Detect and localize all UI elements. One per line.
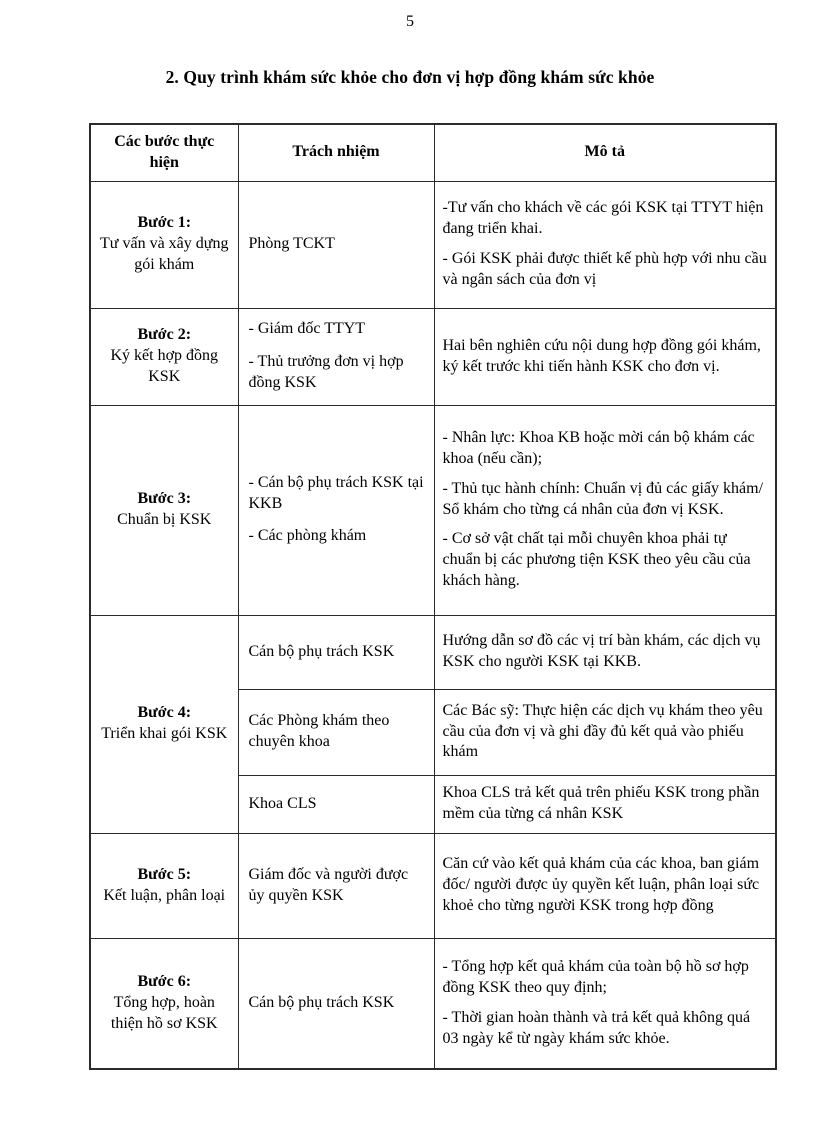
step6-text: Tổng hợp, hoàn thiện hồ sơ KSK <box>110 993 218 1032</box>
step3-description-cell <box>434 405 776 615</box>
step6-description-cell <box>434 938 776 1069</box>
step5-responsibility-cell <box>238 833 434 938</box>
step6-cell <box>90 938 238 1069</box>
step2-description-cell <box>434 308 776 405</box>
step5-cell <box>90 833 238 938</box>
step1-description-cell <box>434 181 776 308</box>
description-item: - Cơ sở vật chất tại mỗi chuyên khoa phải tự chuẩn bị các phương tiện KSK theo yêu cầu của khách hàng. <box>442 530 751 589</box>
step4c-responsibility-cell <box>238 775 434 833</box>
responsibility-item: - Giám đốc TTYT <box>248 320 366 338</box>
step3-cell <box>90 405 238 615</box>
step6-responsibility-cell <box>238 938 434 1069</box>
description-item: Căn cứ vào kết quả khám của các khoa, ban giám đốc/ người được ủy quyền kết luận, phân loại sức khoẻ cho từng người KSK trong hợp đồng <box>442 855 760 914</box>
description-item: Hướng dẫn sơ đồ các vị trí bàn khám, các dịch vụ KSK cho người KSK tại KKB. <box>442 632 761 670</box>
step4c-description-cell <box>434 775 776 833</box>
description-item: - Thủ tục hành chính: Chuẩn vị đủ các giấy khám/ Sổ khám cho từng cá nhân của đơn vị KSK. <box>442 479 764 518</box>
document-title: 2. Quy trình khám sức khỏe cho đơn vị hợp đồng khám sức khỏe <box>165 67 655 87</box>
step3-responsibility-cell <box>238 405 434 615</box>
step5-label: Bước 5: <box>137 865 192 883</box>
step6-label: Bước 6: <box>137 973 192 991</box>
description-item: -Tư vấn cho khách về các gói KSK tại TTYT hiện đang triển khai. <box>442 199 764 238</box>
description-item: - Gói KSK phải được thiết kế phù hợp với nhu cầu và ngân sách của đơn vị <box>442 250 767 288</box>
table-row-step3 <box>90 405 776 615</box>
table-row-step5 <box>90 833 776 938</box>
table-row-step2 <box>90 308 776 405</box>
description-item: Hai bên nghiên cứu nội dung hợp đồng gói khám, ký kết trước khi tiến hành KSK cho đơn vị. <box>442 336 761 375</box>
header-description: Mô tả <box>434 124 776 181</box>
responsibility-item: Cán bộ phụ trách KSK <box>248 642 395 660</box>
step4-text: Triển khai gói KSK <box>101 725 228 742</box>
description-item: - Nhân lực: Khoa KB hoặc mời cán bộ khám các khoa (nếu cần); <box>442 429 755 467</box>
step2-text: Ký kết hợp đồng KSK <box>110 347 219 385</box>
description-item: Các Bác sỹ: Thực hiện các dịch vụ khám theo yêu cầu của đơn vị và ghi đầy đủ kết quả vào phiếu khám <box>442 701 763 761</box>
step5-description-cell <box>434 833 776 938</box>
header-steps: Các bước thực hiện <box>90 124 238 181</box>
step2-label: Bước 2: <box>137 326 192 344</box>
step1-cell <box>90 181 238 308</box>
step4b-responsibility-cell <box>238 689 434 775</box>
process-table <box>89 123 777 1070</box>
responsibility-item: - Các phòng khám <box>248 527 367 545</box>
step2-responsibility-cell <box>238 308 434 405</box>
step1-text: Tư vấn và xây dựng gói khám <box>100 235 229 273</box>
responsibility-item: - Thủ trưởng đơn vị hợp đồng KSK <box>248 353 404 391</box>
description-item: - Tổng hợp kết quả khám của toàn bộ hồ sơ hợp đồng KSK theo quy định; <box>442 958 749 996</box>
step1-responsibility-cell <box>238 181 434 308</box>
responsibility-item: Phòng TCKT <box>248 235 335 253</box>
step4-cell <box>90 615 238 833</box>
table-row-step1 <box>90 181 776 308</box>
description-item: - Thời gian hoàn thành và trả kết quả không quá 03 ngày kể từ ngày khám sức khỏe. <box>442 1008 751 1047</box>
step4a-responsibility-cell <box>238 615 434 689</box>
step2-cell <box>90 308 238 405</box>
responsibility-item: Các Phòng khám theo chuyên khoa <box>248 712 390 750</box>
step4a-description-cell <box>434 615 776 689</box>
responsibility-item: Khoa CLS <box>248 794 317 812</box>
process-table-container <box>89 123 777 1070</box>
step4b-description-cell <box>434 689 776 775</box>
header-responsibility: Trách nhiệm <box>238 124 434 181</box>
description-item: Khoa CLS trả kết quả trên phiếu KSK trong phần mềm của từng cá nhân KSK <box>442 784 760 822</box>
responsibility-item: - Cán bộ phụ trách KSK tại KKB <box>248 473 424 512</box>
page-number: 5 <box>406 13 414 30</box>
step5-text: Kết luận, phân loại <box>103 886 226 904</box>
step1-label: Bước 1: <box>137 214 192 232</box>
table-row-step4a <box>90 615 776 689</box>
step4-label: Bước 4: <box>137 704 192 722</box>
responsibility-item: Giám đốc và người được ủy quyền KSK <box>248 865 409 904</box>
step3-text: Chuẩn bị KSK <box>117 511 212 528</box>
responsibility-item: Cán bộ phụ trách KSK <box>248 993 395 1011</box>
table-header-row <box>90 124 776 181</box>
step3-label: Bước 3: <box>137 490 192 508</box>
table-row-step6 <box>90 938 776 1069</box>
